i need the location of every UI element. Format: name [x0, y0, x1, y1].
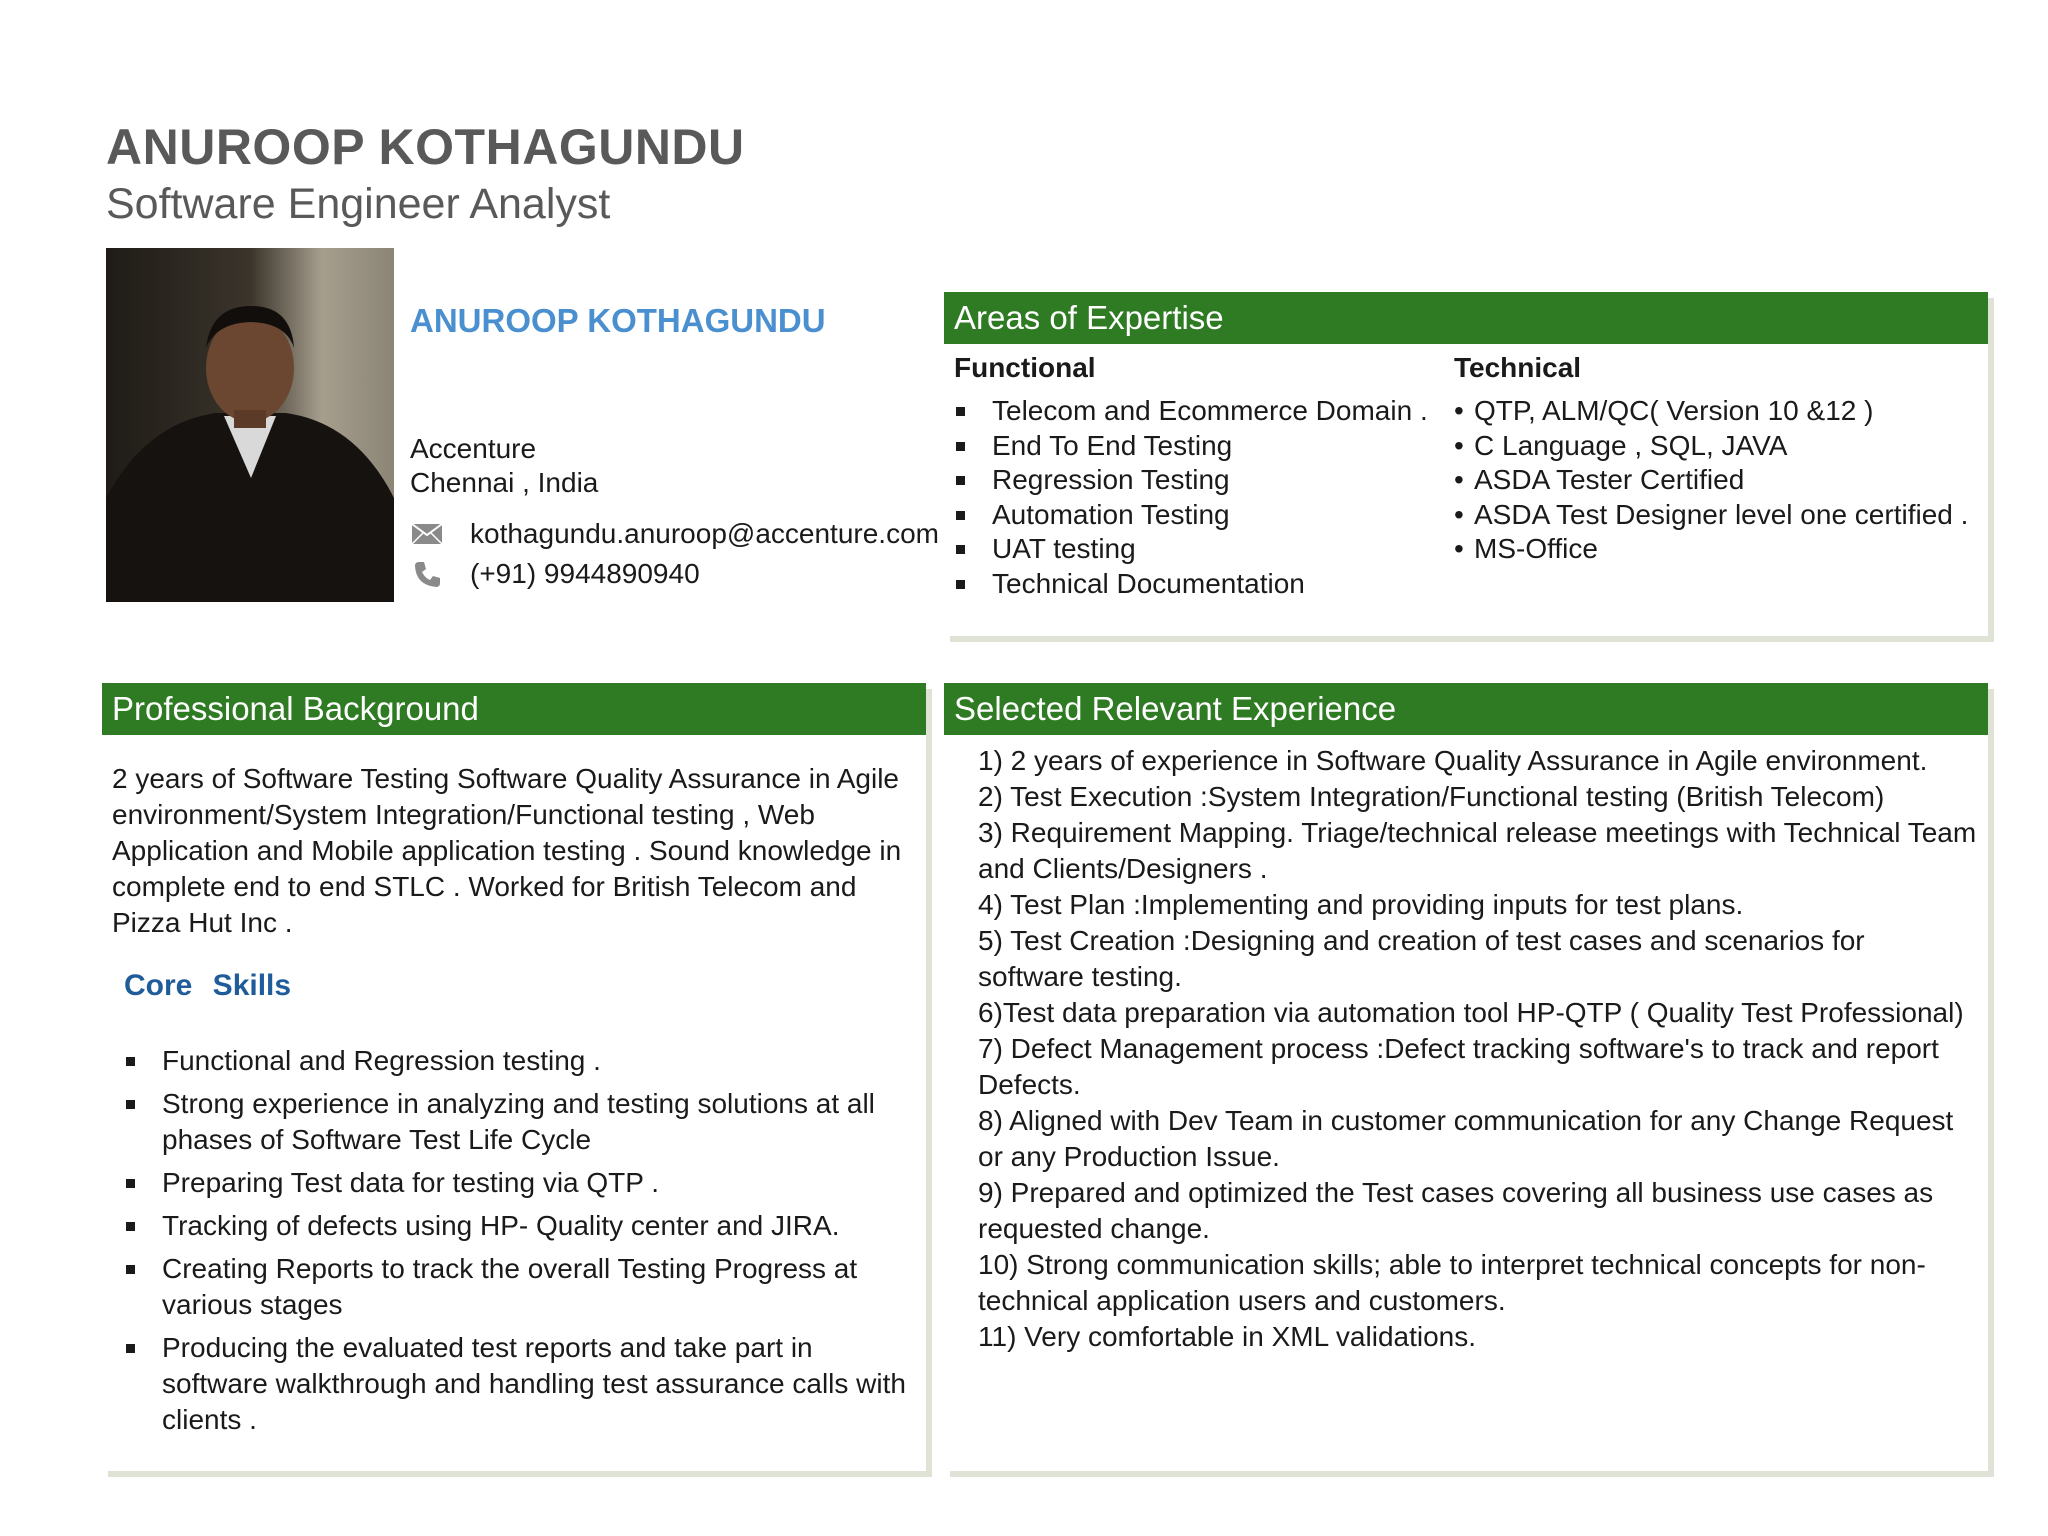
expertise-panel — [944, 292, 1988, 636]
list-item: • C Language , SQL, JAVA — [1454, 429, 1984, 464]
list-item: Tracking of defects using HP- Quality center and JIRA. — [124, 1208, 914, 1244]
list-item: 1) 2 years of experience in Software Quality Assurance in Agile environment. — [978, 745, 1928, 776]
list-item: • ASDA Test Designer level one certified . — [1454, 498, 1984, 533]
list-item: End To End Testing — [954, 429, 1444, 464]
list-item: Functional and Regression testing . — [124, 1043, 914, 1079]
list-item: 4) Test Plan :Implementing and providing inputs for test plans. — [978, 889, 1744, 920]
list-item: Technical Documentation — [954, 567, 1444, 602]
list-item: 2) Test Execution :System Integration/Functional testing (British Telecom) — [978, 781, 1885, 812]
phone-number: (+91) 9944890940 — [470, 558, 700, 589]
list-item: Automation Testing — [954, 498, 1444, 533]
core-skills-list — [124, 1043, 914, 1445]
list-item: Creating Reports to track the overall Testing Progress at various stages — [124, 1251, 914, 1323]
technical-title: Technical — [1454, 352, 1582, 383]
resume-job-title: Software Engineer Analyst — [106, 180, 611, 228]
functional-list — [954, 394, 1444, 601]
functional-title: Functional — [954, 352, 1096, 383]
list-item: Producing the evaluated test reports and take part in software walkthrough and handling test assurance calls with clients . — [124, 1330, 914, 1438]
email-link[interactable]: kothagundu.anuroop@accenture.com — [470, 518, 939, 549]
profile-photo — [106, 248, 394, 602]
list-item: • ASDA Tester Certified — [1454, 463, 1984, 498]
envelope-icon — [410, 520, 444, 548]
email-row — [410, 518, 939, 550]
location: Chennai , India — [410, 467, 599, 498]
company-name: Accenture — [410, 433, 537, 464]
list-item: 11) Very comfortable in XML validations. — [978, 1321, 1477, 1352]
list-item: Telecom and Ecommerce Domain . — [954, 394, 1444, 429]
contact-card-name: ANUROOP KOTHAGUNDU — [410, 302, 826, 339]
background-panel — [102, 683, 926, 1471]
phone-row — [410, 558, 700, 590]
list-item: 6)Test data preparation via automation tool HP-QTP ( Quality Test Professional) — [978, 997, 1964, 1028]
list-item: 10) Strong communication skills; able to interpret technical concepts for non-technical application users and customers. — [978, 1249, 1926, 1316]
core-skills-title: Core Skills — [124, 969, 292, 1002]
phone-icon — [410, 560, 444, 588]
experience-heading: Selected Relevant Experience — [944, 683, 1988, 735]
list-item: 7) Defect Management process :Defect tracking software's to track and report Defects. — [978, 1033, 1939, 1100]
list-item: 3) Requirement Mapping. Triage/technical release meetings with Technical Team and Clients/Designers . — [978, 817, 1977, 884]
functional-column — [954, 352, 1444, 601]
list-item: Regression Testing — [954, 463, 1444, 498]
list-item: • MS-Office — [1454, 532, 1984, 567]
list-item: Strong experience in analyzing and testing solutions at all phases of Software Test Life Cycle — [124, 1086, 914, 1158]
list-item: • QTP, ALM/QC( Version 10 &12 ) — [1454, 394, 1984, 429]
expertise-heading: Areas of Expertise — [944, 292, 1988, 344]
experience-list — [978, 743, 1978, 1355]
experience-panel — [944, 683, 1988, 1471]
technical-column — [1454, 352, 1984, 567]
list-item: 9) Prepared and optimized the Test cases covering all business use cases as requested change. — [978, 1177, 1934, 1244]
list-item: Preparing Test data for testing via QTP . — [124, 1165, 914, 1201]
list-item: UAT testing — [954, 532, 1444, 567]
technical-list — [1454, 394, 1984, 567]
background-heading: Professional Background — [102, 683, 926, 735]
resume-name: ANUROOP KOTHAGUNDU — [106, 119, 745, 175]
list-item: 5) Test Creation :Designing and creation of test cases and scenarios for software testing. — [978, 925, 1865, 992]
background-summary: 2 years of Software Testing Software Quality Assurance in Agile environment/System Integration/Functional testing , Web Application and Mobile application testing . Sound knowledge in complete end to end STLC . Worked for British Telecom and Pizza Hut Inc . — [112, 763, 902, 938]
list-item: 8) Aligned with Dev Team in customer communication for any Change Request or any Production Issue. — [978, 1105, 1954, 1172]
